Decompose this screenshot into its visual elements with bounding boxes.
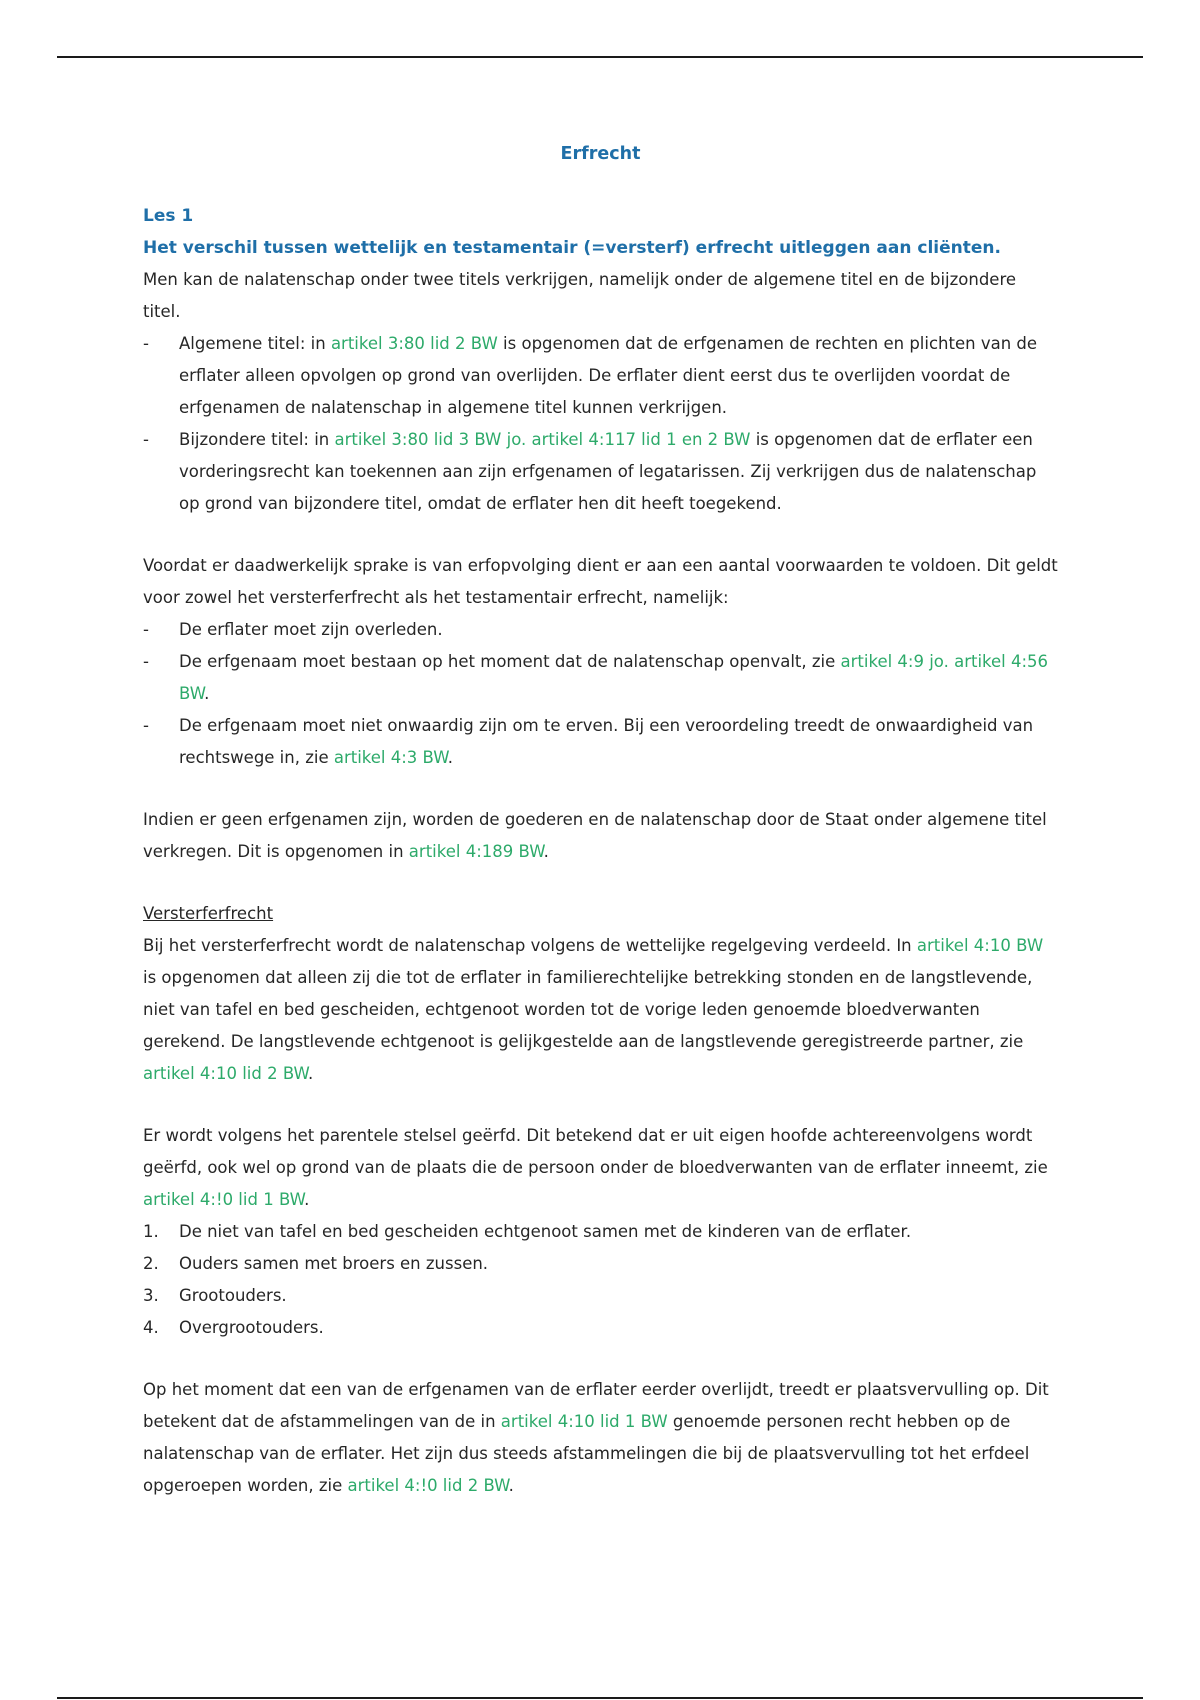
footer-rule xyxy=(57,1697,1143,1699)
voorwaarden-list xyxy=(143,614,1058,774)
list-marker: - xyxy=(143,620,149,639)
document-body xyxy=(143,138,1058,1502)
paragraph-text: Er wordt volgens het parentele stelsel geërfd. Dit betekend dat er uit eigen hoofde achtereenvolgens wordt geërfd, ook wel op grond van de plaats die de persoon onder de bloedverwanten van de erflater inneemt, zie xyxy=(143,1126,1048,1177)
list-item xyxy=(143,614,1058,646)
list-text: De erfgenaam moet niet onwaardig zijn om te erven. Bij een veroordeling treedt de onwaardigheid van rechtswege in, zie xyxy=(179,716,1034,767)
list-text: De erflater moet zijn overleden. xyxy=(179,620,443,639)
list-marker: - xyxy=(143,652,149,671)
list-item xyxy=(143,1248,1058,1280)
list-item xyxy=(143,424,1058,520)
document-title: Erfrecht xyxy=(560,144,641,164)
paragraph-text: . xyxy=(304,1190,310,1209)
paragraph-text: is opgenomen dat alleen zij die tot de erflater in familierechtelijke betrekking stonden en de langstlevende, niet van tafel en bed gescheiden, echtgenoot worden tot de vorige leden genoemde bloedverwanten gerekend. De langstlevende echtgenoot is gelijkgestelde aan de langstlevende geregistreerde partner, zie xyxy=(143,968,1033,1051)
parentele-paragraph xyxy=(143,1120,1058,1216)
intro-paragraph: Men kan de nalatenschap onder twee titels verkrijgen, namelijk onder de algemene titel en de bijzondere titel. xyxy=(143,270,1017,321)
list-text: De erfgenaam moet bestaan op het moment dat de nalatenschap openvalt, zie xyxy=(179,652,841,671)
lesson-label: Les 1 xyxy=(143,206,194,226)
list-marker: - xyxy=(143,430,149,449)
list-text: is opgenomen dat de erfgenamen de rechten en plichten van de erflater alleen opvolgen op grond van overlijden. De erflater dient eerst dus te overlijden voordat de erfgenamen de nalatenschap in algemene titel kunnen verkrijgen. xyxy=(179,334,1038,417)
list-marker: 2. xyxy=(143,1254,159,1273)
list-text: . xyxy=(204,684,210,703)
paragraph-text: . xyxy=(307,1064,314,1083)
list-text: Overgrootouders. xyxy=(179,1318,324,1337)
titels-list xyxy=(143,328,1058,520)
article-reference: artikel 4:10 lid 1 BW xyxy=(500,1412,668,1431)
article-reference: artikel 4:189 BW xyxy=(408,842,544,861)
article-reference: artikel 4:3 BW xyxy=(333,748,448,767)
groepen-list xyxy=(143,1216,1058,1344)
article-reference: artikel 4:10 BW xyxy=(916,936,1044,955)
article-reference: artikel 4:!0 lid 1 BW xyxy=(143,1190,305,1209)
list-item xyxy=(143,1312,1058,1344)
paragraph-text: Bij het versterferfrecht wordt de nalatenschap volgens de wettelijke regelgeving verdeeld. In xyxy=(143,936,917,955)
article-reference: artikel 4:9 jo. artikel 4:56 BW xyxy=(179,652,1049,703)
list-text: is opgenomen dat de erflater een vorderingsrecht kan toekennen aan zijn erfgenamen of legatarissen. Zij verkrijgen dus de nalatenschap op grond van bijzondere titel, omdat de erflater hen dit heeft toegekend. xyxy=(179,430,1037,513)
article-reference: artikel 3:80 lid 2 BW xyxy=(330,334,498,353)
paragraph-text: . xyxy=(543,842,549,861)
staat-paragraph xyxy=(143,804,1058,868)
list-text: Ouders samen met broers en zussen. xyxy=(179,1254,489,1273)
list-text: De niet van tafel en bed gescheiden echtgenoot samen met de kinderen van de erflater. xyxy=(179,1222,912,1241)
article-reference: artikel 4:10 lid 2 BW xyxy=(143,1064,308,1083)
list-item xyxy=(143,646,1058,710)
list-text: Algemene titel: in xyxy=(179,334,331,353)
list-item xyxy=(143,1216,1058,1248)
list-item xyxy=(143,1280,1058,1312)
versterferfrecht-paragraph xyxy=(143,930,1058,1090)
list-marker: - xyxy=(143,716,149,735)
article-reference: artikel 4:!0 lid 2 BW xyxy=(347,1476,509,1495)
paragraph-text: . xyxy=(508,1476,514,1495)
list-text: . xyxy=(447,748,453,767)
paragraph-text: Indien er geen erfgenamen zijn, worden de goederen en de nalatenschap door de Staat onder algemene titel verkregen. Dit is opgenomen in xyxy=(143,810,1047,861)
list-marker: 4. xyxy=(143,1318,159,1337)
list-text: Bijzondere titel: in xyxy=(179,430,335,449)
voorwaarden-intro: Voordat er daadwerkelijk sprake is van erfopvolging dient er aan een aantal voorwaarden te voldoen. Dit geldt voor zowel het versterferfrecht als het testamentair erfrecht, namelijk: xyxy=(143,556,1058,607)
plaatsvervulling-paragraph xyxy=(143,1374,1058,1502)
versterferfrecht-heading: Versterferfrecht xyxy=(143,904,274,923)
article-reference: artikel 3:80 lid 3 BW jo. artikel 4:117 lid 1 en 2 BW xyxy=(334,430,751,449)
list-item xyxy=(143,710,1058,774)
list-marker: 1. xyxy=(143,1222,159,1241)
paragraph-text: genoemde personen recht hebben op de nalatenschap van de erflater. Het zijn dus steeds afstammelingen die bij de plaatsvervulling tot het erfdeel opgeroepen worden, zie xyxy=(143,1412,1030,1495)
list-marker: 3. xyxy=(143,1286,159,1305)
lesson-heading: Het verschil tussen wettelijk en testamentair (=versterf) erfrecht uitleggen aan cliënten. xyxy=(143,238,1001,258)
list-item xyxy=(143,328,1058,424)
paragraph-text: Op het moment dat een van de erfgenamen van de erflater eerder overlijdt, treedt er plaatsvervulling op. Dit betekent dat de afstammelingen van de in xyxy=(143,1380,1049,1431)
list-marker: - xyxy=(143,334,149,353)
list-text: Grootouders. xyxy=(179,1286,287,1305)
header-rule xyxy=(57,56,1143,58)
